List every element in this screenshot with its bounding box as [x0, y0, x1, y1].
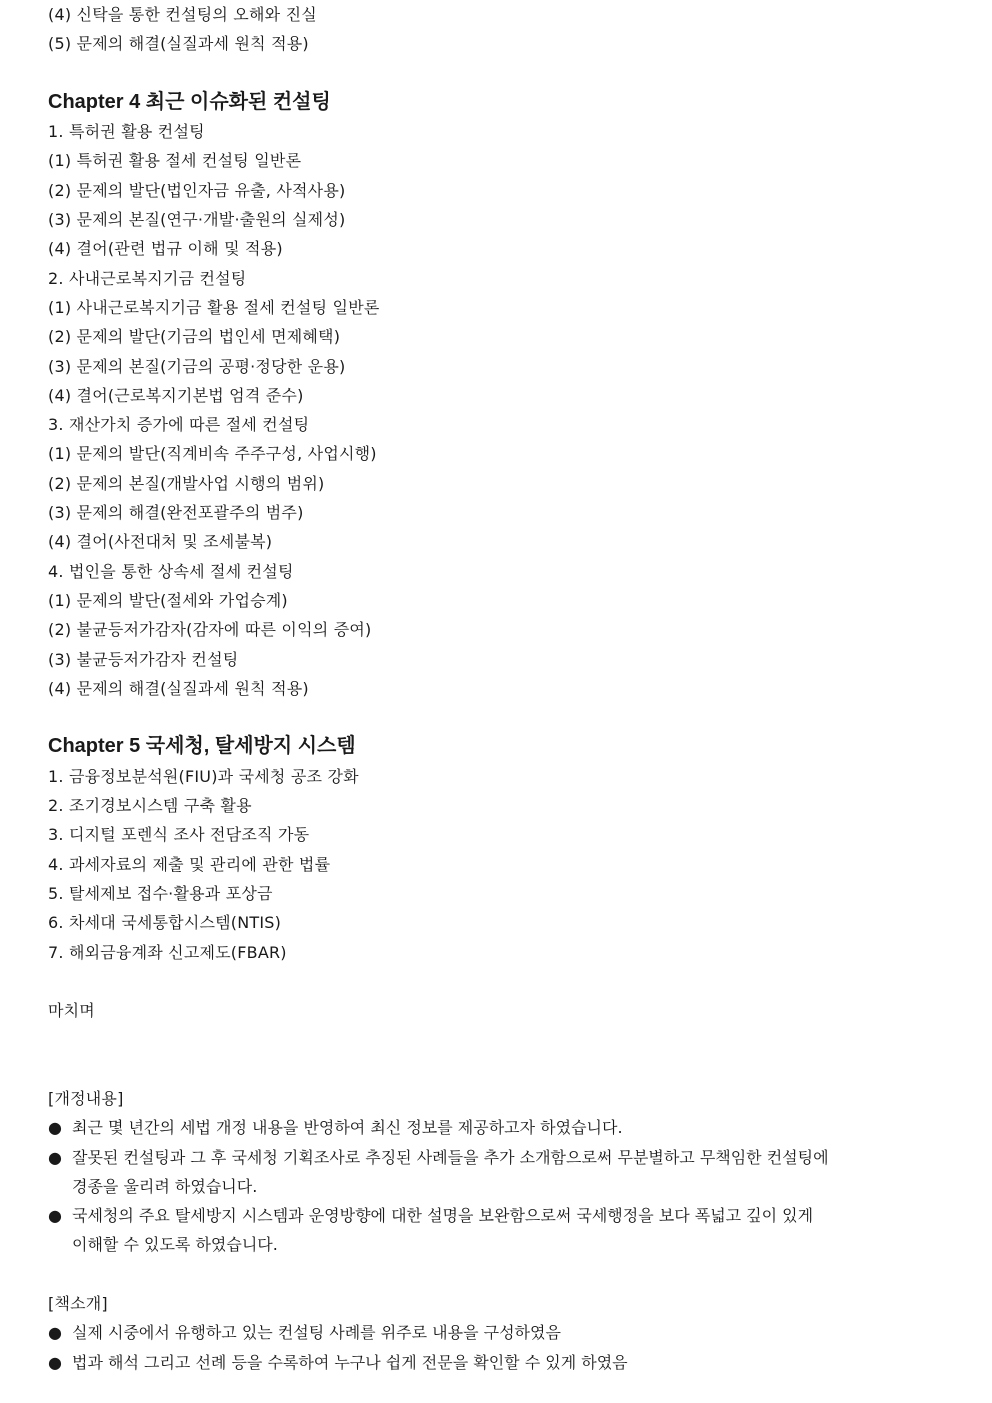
toc-line: (1) 사내근로복지기금 활용 절세 컨설팅 일반론	[48, 297, 380, 317]
bullet-text: 잘못된 컨설팅과 그 후 국세청 기획조사로 추징된 사례들을 추가 소개함으로써 무분별하고 무책임한 컨설팅에	[72, 1147, 829, 1167]
spacer	[48, 703, 948, 732]
toc-line: 7. 해외금융계좌 신고제도(FBAR)	[48, 942, 287, 962]
revision-bullet-item	[48, 1201, 948, 1260]
toc-line: (1) 문제의 발단(절세와 가업승계)	[48, 590, 288, 610]
toc-line: (3) 문제의 본질(기금의 공평·정당한 운용)	[48, 356, 346, 376]
bullet-text: 법과 해석 그리고 선례 등을 수록하여 누구나 쉽게 전문을 확인할 수 있게 하였음	[72, 1352, 628, 1372]
toc-line: (5) 문제의 해결(실질과세 원칙 적용)	[48, 34, 309, 54]
spacer	[48, 967, 948, 996]
closing-line: 마치며	[48, 1001, 95, 1021]
toc-line: (4) 문제의 해결(실질과세 원칙 적용)	[48, 678, 309, 698]
toc-line: 6. 차세대 국세통합시스템(NTIS)	[48, 913, 282, 933]
toc-line: (3) 문제의 해결(완전포괄주의 범주)	[48, 503, 304, 523]
toc-line: (2) 문제의 본질(개발사업 시행의 범위)	[48, 473, 325, 493]
toc-line: 2. 사내근로복지기금 컨설팅	[48, 268, 247, 288]
intro-bullet-item	[48, 1318, 948, 1347]
toc-line: (4) 결어(근로복지기본법 엄격 준수)	[48, 385, 304, 405]
toc-line: (4) 결어(관련 법규 이해 및 적용)	[48, 239, 283, 259]
chapter-4-section	[48, 88, 948, 703]
revision-heading: [개정내용]	[48, 1088, 124, 1108]
toc-line: 4. 과세자료의 제출 및 관리에 관한 법률	[48, 854, 331, 874]
intro-heading: [책소개]	[48, 1294, 108, 1314]
toc-line: 4. 법인을 통한 상속세 절세 컨설팅	[48, 561, 294, 581]
bullet-icon: ●	[48, 1352, 62, 1372]
bullet-text: 최근 몇 년간의 세법 개정 내용을 반영하여 최신 정보를 제공하고자 하였습니다.	[72, 1118, 623, 1138]
intro-bullet-item	[48, 1348, 948, 1377]
toc-line: 3. 디지털 포렌식 조사 전담조직 가동	[48, 825, 310, 845]
bullet-text-continued: 경종을 울리려 하였습니다.	[72, 1176, 258, 1196]
toc-line: (3) 불균등저가감자 컨설팅	[48, 649, 239, 669]
toc-line: (2) 문제의 발단(기금의 법인세 면제혜택)	[48, 327, 341, 347]
chapter-4-title: Chapter 4 최근 이슈화된 컨설팅	[48, 90, 331, 113]
bullet-text: 실제 시중에서 유행하고 있는 컨설팅 사례를 위주로 내용을 구성하였음	[72, 1323, 561, 1343]
toc-line: 1. 특허권 활용 컨설팅	[48, 122, 205, 142]
bullet-icon: ●	[48, 1323, 62, 1343]
revision-section	[48, 1084, 948, 1260]
toc-line: (2) 문제의 발단(법인자금 유출, 사적사용)	[48, 180, 346, 200]
toc-line: (4) 결어(사전대처 및 조세불복)	[48, 532, 273, 552]
revision-bullet-item	[48, 1143, 948, 1202]
spacer	[48, 1260, 948, 1289]
toc-line: 1. 금융정보분석원(FIU)과 국세청 공조 강화	[48, 766, 359, 786]
toc-line: (1) 특허권 활용 절세 컨설팅 일반론	[48, 151, 302, 171]
document-page	[48, 0, 948, 1377]
spacer	[48, 1025, 948, 1084]
top-lines	[48, 0, 948, 59]
bullet-icon: ●	[48, 1147, 62, 1167]
toc-line: 2. 조기경보시스템 구축 활용	[48, 796, 252, 816]
toc-line: (3) 문제의 본질(연구·개발·출원의 실제성)	[48, 210, 346, 230]
chapter-5-title: Chapter 5 국세청, 탈세방지 시스템	[48, 735, 356, 758]
toc-line: (2) 불균등저가감자(감자에 따른 이익의 증여)	[48, 620, 372, 640]
revision-bullet-item	[48, 1113, 948, 1142]
chapter-5-section	[48, 732, 948, 966]
bullet-text-continued: 이해할 수 있도록 하였습니다.	[72, 1235, 278, 1255]
bullet-icon: ●	[48, 1206, 62, 1226]
bullet-icon: ●	[48, 1118, 62, 1138]
toc-line: 3. 재산가치 증가에 따른 절세 컨설팅	[48, 415, 310, 435]
toc-line: 5. 탈세제보 접수·활용과 포상금	[48, 883, 273, 903]
intro-section	[48, 1289, 948, 1377]
bullet-text: 국세청의 주요 탈세방지 시스템과 운영방향에 대한 설명을 보완함으로써 국세행정을 보다 폭넓고 깊이 있게	[72, 1206, 814, 1226]
toc-line: (4) 신탁을 통한 컨설팅의 오해와 진실	[48, 5, 317, 24]
toc-line: (1) 문제의 발단(직계비속 주주구성, 사업시행)	[48, 444, 377, 464]
spacer	[48, 59, 948, 88]
